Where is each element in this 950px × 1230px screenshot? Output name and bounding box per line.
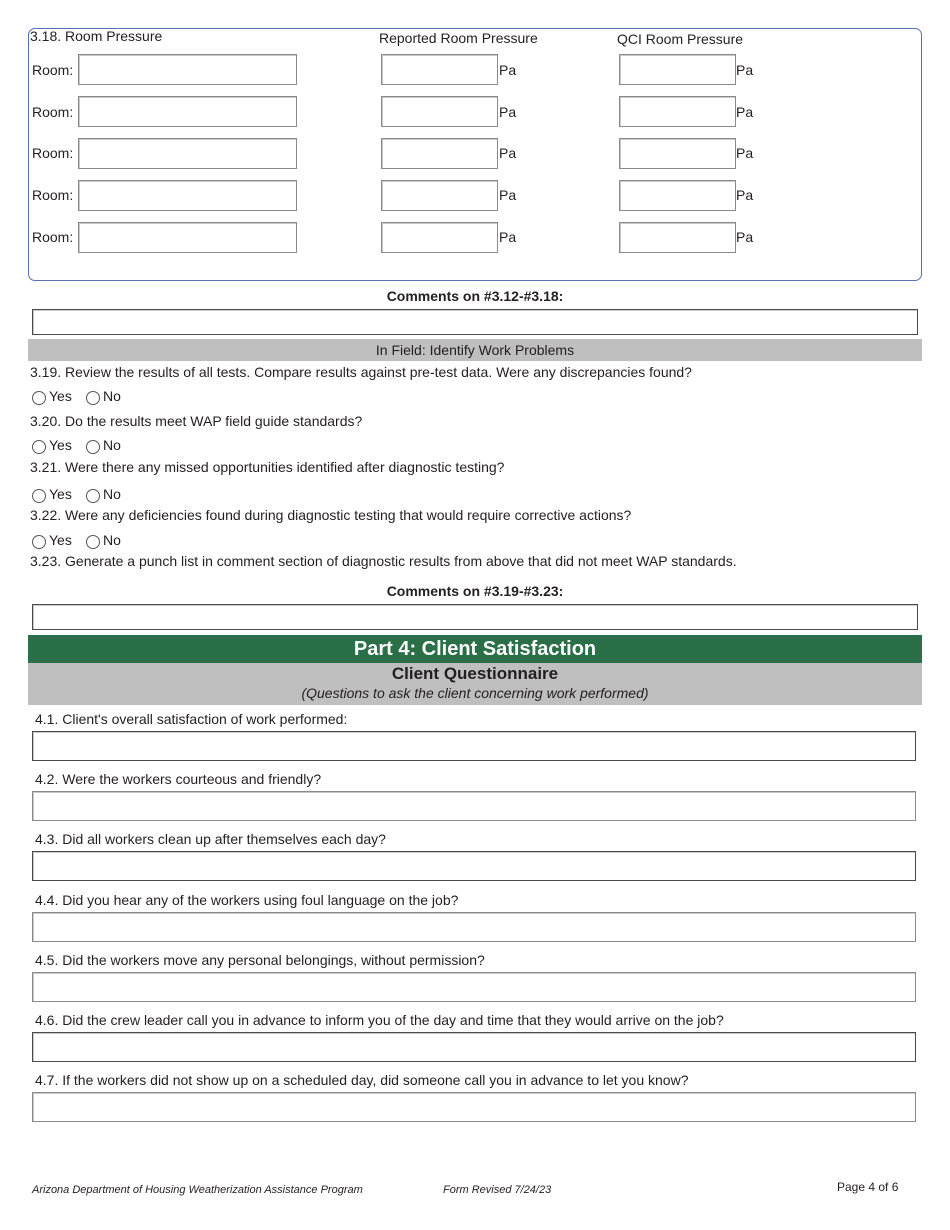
page-number: Page 4 of 6: [837, 1180, 899, 1194]
question-3-19: 3.19. Review the results of all tests. Compare results against pre-test data. Were any discrepancies found?: [30, 364, 692, 380]
no-radio[interactable]: [86, 535, 100, 549]
room-name-field[interactable]: [78, 96, 297, 127]
no-radio[interactable]: [86, 489, 100, 503]
yes-radio[interactable]: [32, 391, 46, 405]
pa-unit: Pa: [499, 104, 517, 120]
question-3-23: 3.23. Generate a punch list in comment section of diagnostic results from above that did not meet WAP standards.: [30, 553, 737, 569]
no-label: No: [103, 437, 121, 453]
comments-2-field[interactable]: [32, 604, 918, 630]
client-questionnaire-header: [28, 663, 922, 705]
part-4-title: Part 4: Client Satisfaction: [28, 635, 922, 663]
answer-4-5-field[interactable]: [32, 972, 916, 1002]
comments-1-field[interactable]: [32, 309, 918, 335]
reported-pressure-field[interactable]: [381, 138, 498, 169]
client-questionnaire-note: (Questions to ask the client concerning work performed): [301, 685, 649, 701]
room-pressure-title: 3.18. Room Pressure: [30, 28, 163, 44]
qci-pressure-heading: QCI Room Pressure: [617, 31, 744, 47]
reported-pressure-field[interactable]: [381, 96, 498, 127]
comments-2-label: Comments on #3.19-#3.23:: [386, 583, 564, 599]
qci-pressure-field[interactable]: [619, 180, 736, 211]
no-radio[interactable]: [86, 440, 100, 454]
qci-pressure-field[interactable]: [619, 222, 736, 253]
question-4-2: 4.2. Were the workers courteous and friendly?: [35, 771, 322, 787]
answer-4-7-field[interactable]: [32, 1092, 916, 1122]
qci-pressure-field[interactable]: [619, 138, 736, 169]
room-name-field[interactable]: [78, 222, 297, 253]
room-label: Room:: [32, 62, 74, 78]
pa-unit: Pa: [499, 145, 517, 161]
comments-1-label: Comments on #3.12-#3.18:: [386, 288, 564, 304]
pa-unit: Pa: [736, 229, 754, 245]
answer-4-6-field[interactable]: [32, 1032, 916, 1062]
yes-label: Yes: [49, 486, 72, 502]
reported-pressure-field[interactable]: [381, 54, 498, 85]
yes-label: Yes: [49, 388, 72, 404]
reported-pressure-heading: Reported Room Pressure: [379, 30, 538, 46]
yes-radio[interactable]: [32, 535, 46, 549]
question-3-22: 3.22. Were any deficiencies found during diagnostic testing that would require corrective actions?: [30, 507, 632, 523]
footer-organization: Arizona Department of Housing Weatherization Assistance Program: [32, 1184, 363, 1196]
answer-4-1-field[interactable]: [32, 731, 916, 761]
answer-4-4-field[interactable]: [32, 912, 916, 942]
footer-revision: Form Revised 7/24/23: [443, 1184, 552, 1196]
no-radio[interactable]: [86, 391, 100, 405]
yes-label: Yes: [49, 532, 72, 548]
pa-unit: Pa: [736, 145, 754, 161]
room-label: Room:: [32, 104, 74, 120]
yes-radio[interactable]: [32, 489, 46, 503]
question-4-4: 4.4. Did you hear any of the workers using foul language on the job?: [35, 892, 459, 908]
pa-unit: Pa: [736, 187, 754, 203]
yes-radio[interactable]: [32, 440, 46, 454]
client-questionnaire-title: Client Questionnaire: [391, 664, 559, 683]
room-label: Room:: [32, 145, 74, 161]
room-label: Room:: [32, 187, 74, 203]
reported-pressure-field[interactable]: [381, 180, 498, 211]
room-label: Room:: [32, 229, 74, 245]
answer-4-3-field[interactable]: [32, 851, 916, 881]
question-4-3: 4.3. Did all workers clean up after themselves each day?: [35, 831, 386, 847]
in-field-header: In Field: Identify Work Problems: [28, 339, 922, 361]
answer-4-2-field[interactable]: [32, 791, 916, 821]
qci-pressure-field[interactable]: [619, 54, 736, 85]
pa-unit: Pa: [499, 62, 517, 78]
no-label: No: [103, 532, 121, 548]
question-4-5: 4.5. Did the workers move any personal belongings, without permission?: [35, 952, 485, 968]
qci-pressure-field[interactable]: [619, 96, 736, 127]
question-4-7: 4.7. If the workers did not show up on a scheduled day, did someone call you in advance to let you know?: [35, 1072, 689, 1088]
yes-label: Yes: [49, 437, 72, 453]
reported-pressure-field[interactable]: [381, 222, 498, 253]
pa-unit: Pa: [499, 187, 517, 203]
no-label: No: [103, 486, 121, 502]
room-name-field[interactable]: [78, 180, 297, 211]
pa-unit: Pa: [736, 104, 754, 120]
question-4-1: 4.1. Client's overall satisfaction of work performed:: [35, 711, 348, 727]
pa-unit: Pa: [499, 229, 517, 245]
room-name-field[interactable]: [78, 54, 297, 85]
question-3-21: 3.21. Were there any missed opportunities identified after diagnostic testing?: [30, 459, 505, 475]
room-name-field[interactable]: [78, 138, 297, 169]
no-label: No: [103, 388, 121, 404]
question-3-20: 3.20. Do the results meet WAP field guide standards?: [30, 413, 363, 429]
pa-unit: Pa: [736, 62, 754, 78]
question-4-6: 4.6. Did the crew leader call you in advance to inform you of the day and time that they would arrive on the job?: [35, 1012, 724, 1028]
